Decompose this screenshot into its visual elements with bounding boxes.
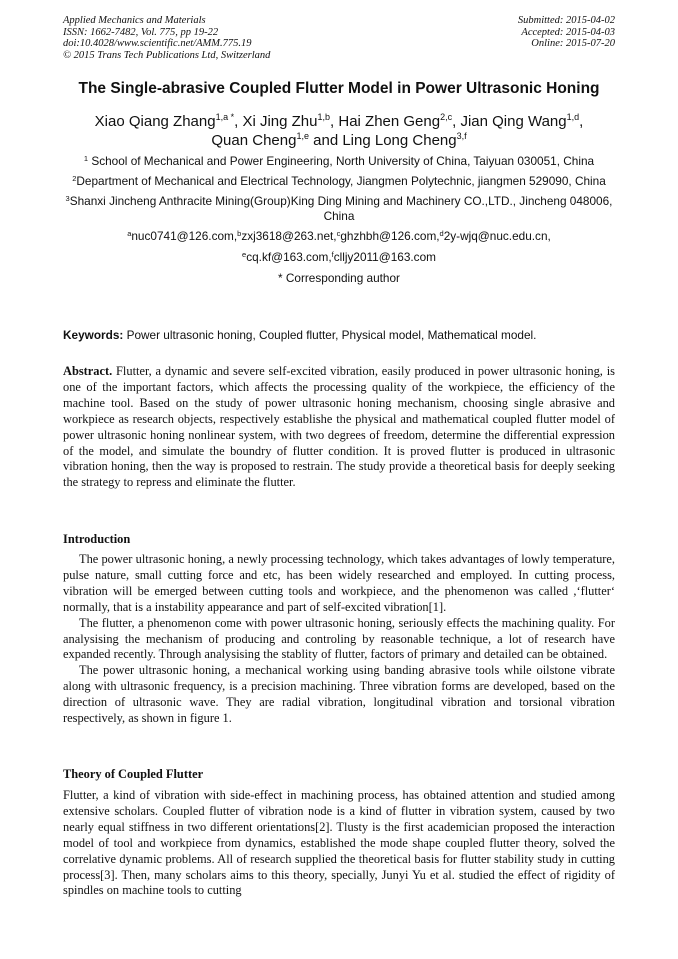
- author-affiliation-mark: 3,f: [456, 131, 467, 141]
- affiliation-text: Department of Mechanical and Electrical Technology, Jiangmen Polytechnic, jiangmen 529090, China: [76, 174, 606, 188]
- author-affiliation-mark: 1,d: [566, 112, 580, 122]
- paragraph: The power ultrasonic honing, a newly processing technology, which takes advantages of lowly temperature, pulse nature, small cutting force and etc, has been widely researched and employed. In cutting process, vibration will be emerged between cutting tools and workpiece, and the phenomenon was called ,‘flutter‘ normally, that is a instability appearance and part of self-excited vibration[1].: [63, 552, 615, 614]
- author-name: Xi Jing Zhu: [242, 113, 318, 130]
- affiliation-mark: 2: [72, 174, 77, 183]
- author-name: Quan Cheng: [211, 132, 297, 149]
- journal-issn: ISSN: 1662-7482, Vol. 775, pp 19-22: [63, 26, 219, 38]
- section-heading-theory: Theory of Coupled Flutter: [63, 767, 204, 781]
- email-d: 2y-wjq@nuc.edu.cn,: [443, 229, 551, 243]
- affiliation-item: [58, 194, 620, 224]
- email-mark: b: [237, 229, 242, 238]
- email-mark: d: [439, 229, 444, 238]
- paragraph: The power ultrasonic honing, a mechanical working using banding abrasive tools while oilstone vibrate along with ultrasonic frequency, is a precision machining. Three vibration forms are developed, based on the direction of ultrasonic wave. They are radial vibration, longitudinal vibration and torsional vibration respectively, as shown in figure 1.: [63, 663, 615, 726]
- date-online: Online: 2015-07-20: [531, 38, 615, 50]
- keywords-text: Power ultrasonic honing, Coupled flutter, Physical model, Mathematical model.: [123, 328, 537, 342]
- journal-doi: doi:10.4028/www.scientific.net/AMM.775.19: [63, 38, 252, 50]
- affiliation-item: [58, 174, 620, 189]
- author-separator: ,: [579, 113, 584, 130]
- keywords: [63, 328, 615, 343]
- paragraph: The flutter, a phenomenon come with power ultrasonic honing, seriously effects the machining quality. For analysising the mechanism of producing and controling by reasonable technique, a lot of research have expanded recently. Through analysising the stablity of flutter, factors of primary and detailed can be obtained.: [63, 615, 615, 662]
- affiliation-mark: 3: [65, 194, 70, 203]
- affiliation-mark: 1: [83, 154, 89, 163]
- author-affiliation-mark: 2,c: [440, 112, 453, 122]
- email-f: clljy2011@163.com: [333, 250, 436, 264]
- abstract: [63, 364, 615, 491]
- introduction-body: [63, 552, 615, 727]
- keywords-label: Keywords:: [63, 328, 124, 342]
- date-accepted: Accepted: 2015-04-03: [521, 26, 615, 38]
- affiliations: [58, 154, 620, 292]
- affiliation-text: School of Mechanical and Power Engineering, North University of China, Taiyuan 030051, China: [88, 154, 595, 168]
- author-separator: ,: [452, 113, 461, 130]
- author-separator: ,: [330, 113, 339, 130]
- author-affiliation-mark: 1,a *: [215, 112, 235, 122]
- abstract-label: Abstract.: [63, 364, 113, 378]
- author-separator: ,: [234, 113, 243, 130]
- section-heading-introduction: Introduction: [63, 532, 131, 546]
- journal-copyright: © 2015 Trans Tech Publications Ltd, Switzerland: [63, 49, 271, 61]
- author-emails: [58, 229, 620, 286]
- email-c: ghzhbh@126.com,: [340, 229, 440, 243]
- affiliation-text: Shanxi Jincheng Anthracite Mining(Group)King Ding Mining and Machinery CO.,LTD., Jincheng 048006, China: [69, 194, 613, 223]
- paper-title: The Single-abrasive Coupled Flutter Model in Power Ultrasonic Honing: [78, 80, 600, 97]
- email-mark: e: [242, 250, 247, 259]
- paragraph: Flutter, a kind of vibration with side-effect in machining process, has obtained attention and studied among extensive scholars. Coupled flutter of vibration node is a kind of flutter in vibration system, caused by two nearly equal stiffness in two different orientations[2]. Tlusty is the first academician proposed the interaction model of tool and workpiece from dynamics, established the mode shape coupled flutter theory, solved the correlative dynamic problems. All of research supplied the theoretical basis for flutter stability study in cutting process[3]. Then, many scholars aims to this theory, specially, Junyi Yu et al. studied the effect of rigidity of spindles on machine tools to cutting: [63, 788, 615, 898]
- corresponding-author-note: * Corresponding author: [278, 271, 400, 285]
- email-mark: a: [127, 229, 132, 238]
- abstract-text: Flutter, a dynamic and severe self-excited vibration, easily produced in power ultrasonic honing, is one of the important factors, which affects the processing quality of the workpiece, the efficiency of the machine tool. Based on the study of power ultrasonic honing mechanism, choosing single abrasive and workpiece as research objects, respectively establishe the physical and mathematical coupled flutter model of power ultrasonic honing nonlinear system, with two degrees of freedom, determine the differential expression of the model, and simulate the boundry of flutter condition. It is proved flutter is produced in ultrasonic vibration honing, then the way is proposed to restrain. The study provide a theoretical basis for deeply seeking the strategy to repress and eliminate the flutter.: [63, 364, 615, 490]
- email-e: cq.kf@163.com,: [246, 250, 332, 264]
- journal-name: Applied Mechanics and Materials: [63, 15, 206, 26]
- journal-header: [63, 15, 615, 65]
- email-mark: c: [336, 229, 341, 238]
- email-mark: f: [331, 250, 334, 259]
- author-separator: and: [308, 132, 343, 149]
- author-affiliation-mark: 1,b: [317, 112, 331, 122]
- email-a: nuc0741@126.com,: [131, 229, 238, 243]
- author-name: Ling Long Cheng: [342, 132, 457, 149]
- email-b: zxj3618@263.net,: [241, 229, 337, 243]
- email-line: [58, 250, 620, 265]
- affiliation-item: [58, 154, 620, 169]
- date-submitted: Submitted: 2015-04-02: [517, 15, 615, 26]
- email-line: [58, 229, 620, 244]
- author-name: Hai Zhen Geng: [338, 113, 441, 130]
- author-list: [40, 112, 638, 150]
- author-name: Xiao Qiang Zhang: [94, 113, 216, 130]
- author-affiliation-mark: 1,e: [296, 131, 309, 141]
- journal-info: [63, 15, 270, 61]
- theory-body: [63, 788, 615, 899]
- author-name: Jian Qing Wang: [460, 113, 567, 130]
- publication-dates: [518, 15, 615, 50]
